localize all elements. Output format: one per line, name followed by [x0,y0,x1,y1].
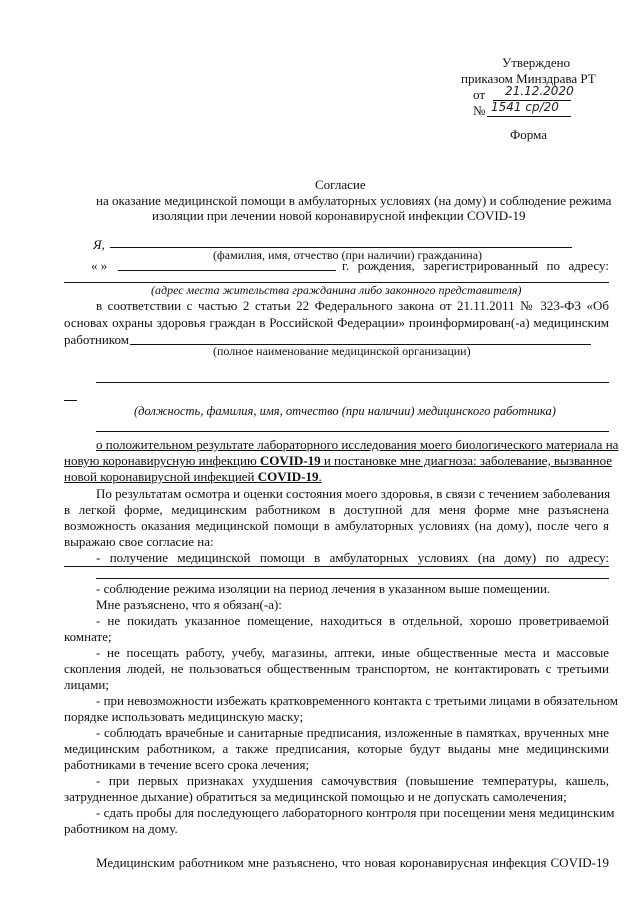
duty-3-line-2: порядке использовать медицинскую маску; [64,709,304,724]
ya-label: Я, [93,237,105,252]
order-number-label: № [473,103,486,118]
duty-5-line-1: - при первых признаках ухудшения самочувствия (повышение температуры, кашель, [96,773,609,788]
order-date-label: от [473,87,486,102]
duty-4-line-3: работниками в течение всего срока лечения; [64,757,310,772]
duty-4-line-1: - соблюдать врачебные и санитарные предписания, изложенные в памятках, врученных мне [96,725,609,740]
org-line-2 [96,382,609,383]
body-p1-line-2: в легкой форме, медицинским работником в доступной для меня форме мне разъяснена [64,502,609,517]
duty-3-line-1: - при невозможности избежать кратковременного контакта с третьими лицами в обязательном [96,693,619,708]
approved-label: Утверждено [502,55,571,70]
order-date-handwritten: 21.12.2020 [505,84,574,98]
law-line-2: основах охраны здоровья граждан в Российской Федерации» проинформирован(-а) медицинским [64,315,609,330]
birth-quote: « » [91,258,108,273]
duty-2-line-3: лицами; [64,677,109,692]
positive-line-3: новой коронавирусной инфекцией COVID-19. [64,469,322,484]
duty-1-line-2: комнате; [64,629,112,644]
birth-year-line [118,270,336,271]
worker-caption: (должность, фамилия, имя, отчество (при наличии) медицинского работника) [134,404,556,418]
obligations-intro: Мне разъяснено, что я обязан(-а): [96,597,282,612]
consent-item-isolation: - соблюдение режима изоляции на период лечения в указанном выше помещении. [96,581,551,596]
order-number-handwritten: 1541 ср/20 [491,100,559,114]
title-consent: Согласие [315,177,366,192]
org-caption: (полное наименование медицинской организации) [213,344,471,358]
duty-2-line-1: - не посещать работу, учебу, магазины, аптеки, иные общественные места и массовые [96,645,609,660]
body-p1-line-4: выражаю свое согласие на: [64,534,214,549]
title-line-2: на оказание медицинской помощи в амбулаторных условиях (на дому) и соблюдение режима [96,193,612,208]
fio-caption: (фамилия, имя, отчество (при наличии) гражданина) [213,248,483,262]
duty-6-line-1: - сдать пробы для последующего лабораторного контроля при посещении меня медицинским [96,805,615,820]
title-line-3: изоляции при лечении новой коронавирусной инфекции COVID-19 [152,208,526,223]
duty-4-line-2: медицинским работником, а также предписания, которые будут выданы мне медицинскими [64,741,609,756]
duty-5-line-2: затрудненное дыхание) обратиться за медицинской помощью и не допускать самолечения; [64,789,567,804]
final-paragraph-line-1: Медицинским работником мне разъяснено, что новая коронавирусная инфекция COVID-19 [96,855,609,870]
order-label: приказом Минздрава РТ [461,71,596,86]
duty-2-line-2: скопления людей, не пользоваться общественным транспортом, не контактировать с третьими [64,661,609,676]
order-number-line [487,116,571,117]
worker-line [96,431,609,432]
positive-line-2: новую коронавирусную инфекцию COVID-19 и постановке мне диагноза: заболевание, вызванное [64,453,613,468]
positive-line-1: о положительном результате лабораторного исследования моего биологического материала на [96,437,619,452]
duty-1-line-1: - не покидать указанное помещение, находиться в отдельной, хорошо проветриваемой [96,613,609,628]
body-p1-line-3: возможность оказания медицинской помощи в амбулаторных условиях (на дому), после чего я [64,518,609,533]
worker-dash [64,400,77,401]
body-p1-line-1: По результатам осмотра и оценки состояния моего здоровья, в связи с течением заболевания [96,486,611,501]
law-worker-label: работником [64,332,129,347]
law-line-1: в соответствии с частью 2 статьи 22 Федерального закона от 21.11.2011 № 323-ФЗ «Об [96,298,609,313]
home-address-line [64,566,609,567]
address-caption: (адрес места жительства гражданина либо законного представителя) [151,283,522,297]
consent-item-care-at-home: - получение медицинской помощи в амбулаторных условиях (на дому) по адресу: [96,550,609,565]
birth-address-label: г. рождения, зарегистрированный по адресу: [342,258,609,273]
duty-6-line-2: работником на дому. [64,821,178,836]
form-label: Форма [510,127,547,142]
home-address-line-2 [96,578,609,579]
